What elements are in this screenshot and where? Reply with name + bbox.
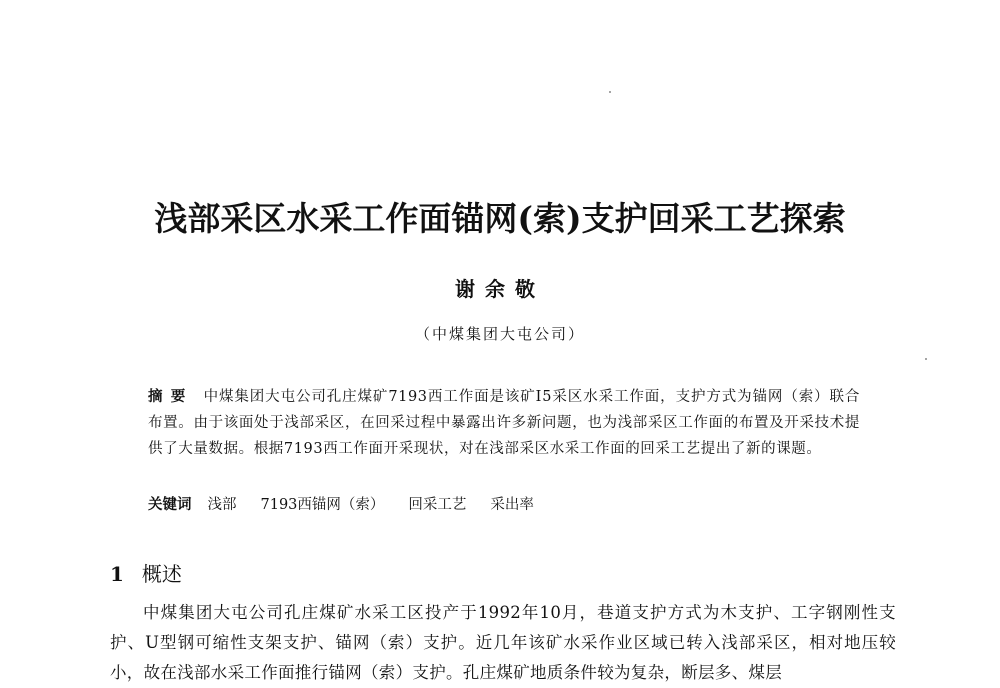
keywords [148, 492, 860, 518]
keywords-label: 关键词 [148, 497, 192, 513]
author-name: 谢余敬 [455, 277, 545, 301]
keyword: 采出率 [490, 497, 534, 513]
abstract-text: 中煤集团大屯公司孔庄煤矿7193西工作面是该矿Ⅰ5采区水采工作面，支护方式为锚网（索）联合布置。由于该面处于浅部采区，在回采过程中暴露出许多新问题，也为浅部采区工作面的布置及开采技术提供了大量数据。根据7193西工作面开采现状，对在浅部采区水采工作面的回采工艺提出了新的课题。 [148, 389, 860, 457]
section-title: 概述 [141, 562, 182, 586]
keyword: 7193西锚网（索） [260, 497, 385, 513]
paper-title: 浅部采区水采工作面锚网(索)支护回采工艺探索 [154, 199, 846, 238]
scan-speck [925, 358, 927, 360]
abstract [148, 384, 860, 462]
keyword: 浅部 [207, 497, 237, 513]
body-paragraph: 中煤集团大屯公司孔庄煤矿水采工区投产于1992年10月，巷道支护方式为木支护、工字钢刚性支护、U型钢可缩性支架支护、锚网（索）支护。近几年该矿水采作业区域已转入浅部采区，相对地压较小，故在浅部水采工作面推行锚网（索）支护。孔庄煤矿地质条件较为复杂，断层多、煤层 [110, 603, 896, 682]
abstract-label: 摘要 [148, 389, 194, 405]
keyword: 回采工艺 [408, 497, 467, 513]
section-number: 1 [110, 562, 124, 586]
scan-speck [609, 91, 611, 93]
section-heading [110, 560, 182, 588]
author-affiliation: （中煤集团大屯公司） [414, 325, 585, 343]
